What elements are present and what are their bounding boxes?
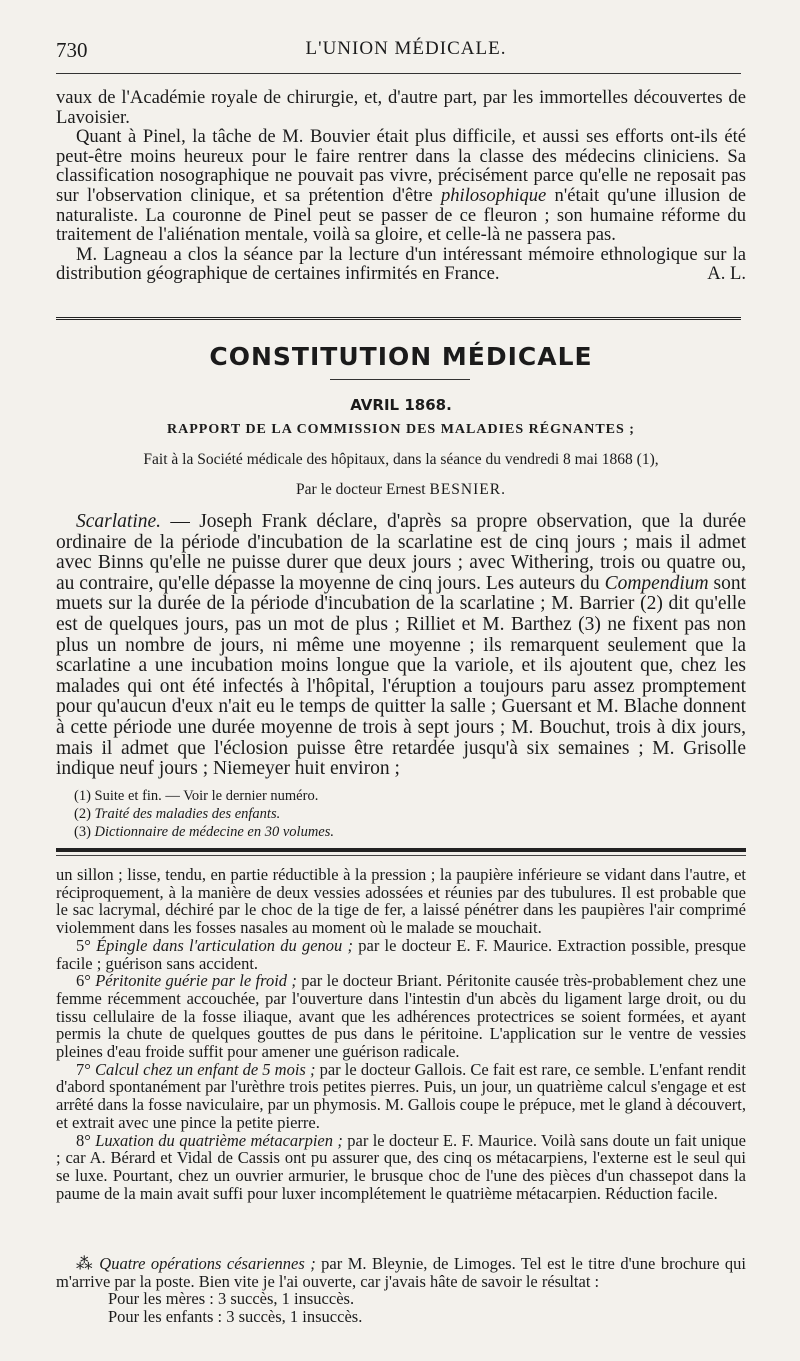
column-break-rule-thin: [56, 855, 746, 856]
tally-children: Pour les enfants : 3 succès, 1 insuccès.: [108, 1307, 363, 1327]
footnote: (2) Traité des maladies des enfants.: [74, 806, 281, 822]
intro-paragraph-1: vaux de l'Académie royale de chirurgie, et, d'autre part, par les immortelles découvertes de Lavoisier.: [56, 87, 746, 128]
scarlatine-lead: Scarlatine.: [76, 511, 162, 532]
running-title: L'UNION MÉDICALE.: [305, 38, 507, 59]
case-7: 7° Calcul chez un enfant de 5 mois ; par le docteur Gallois. Ce fait est rare, ce semble. L'enfant rendit d'abord spontanément par l'urèthre trois petites pierres. Puis, un jour, un quatrième calcul s'engage et est arrêté dans la fosse naviculaire, par un phymosis. M. Gallois coupe le prépuce, met le gland à découvert, et extrait avec une pince la petite pierre.: [56, 1059, 747, 1132]
intro-text: [56, 88, 746, 284]
page-header: [56, 38, 756, 68]
signature: A. L.: [707, 263, 746, 285]
scarlatine-paragraph: Scarlatine. — Joseph Frank déclare, d'après sa propre observation, que la durée ordinaire de la période d'incubation de la scarlatine est de cinq jours ; mais il admet avec Binns qu'elle ne puisse durer que deux jours ; avec Withering, trois ou quatre ou, au contraire, qu'elle dépasse la moyenne de cinq jours. Les auteurs du Compendium sont muets sur la durée de la période d'incubation de la scarlatine ; M. Barrier (2) dit qu'elle est de quelques jours, pas un mot de plus ; Rilliet et M. Barthez (3) ne fixent pas non plus un nombre de jours, ni même une moyenne ; ils remarquent seulement que la scarlatine a une incubation moins longue que la variole, et ils ajoutent que, chez les malades qui ont été infectés à l'hôpital, l'éruption a toujours paru assez promptement pour qu'aucun d'eux n'ait eu le temps de quitter la salle ; Guersant et M. Blache donnent à cette période une durée moyenne de trois à sept jours ; M. Bouchut, trois à dix jours, mais il admet que l'éclosion puisse être retardée jusqu'à six semaines ; M. Grisolle indique neuf jours ; Niemeyer huit environ ;: [56, 511, 746, 780]
section-month: AVRIL 1868.: [350, 396, 452, 414]
report-heading: RAPPORT DE LA COMMISSION DES MALADIES RÉGNANTES ;: [167, 422, 635, 437]
case-6: 6° Péritonite guérie par le froid ; par le docteur Briant. Péritonite causée très-probablement chez une femme récemment accouchée, par l'ouverture dans l'intestin d'un abcès du ligament large droit, ou du tissu cellulaire de la fosse iliaque, avant que les adhérences protectrices se soient formées, et ayant permis la chute de quelques gouttes de pus dans le péritoine. L'application sur le ventre de vessies pleines d'eau froide suffit pour amener une guérison radicale.: [56, 971, 746, 1062]
case-paragraph: un sillon ; lisse, tendu, en partie réductible à la pression ; la paupière inférieure se vidant dans l'autre, et réciproquement, à la manière de deux vessies adossées et réunies par des tubulures. Il est probable que le sac lacrymal, déchiré par le choc de la tige de fer, a laissé pénétrer dans les paupières l'air comprimé violemment dans les fosses nasales au moment où le malade se mouchait.: [56, 865, 746, 938]
footnotes: [74, 787, 734, 841]
footnote: (1) Suite et fin. — Voir le dernier numéro.: [74, 788, 319, 804]
page-number: 730: [56, 38, 88, 62]
title-rule: [330, 379, 470, 380]
case-list: [56, 866, 746, 1202]
case-5: 5° Épingle dans l'articulation du genou ; par le docteur E. F. Maurice. Extraction possible, presque facile ; guérison sans accident.: [56, 935, 746, 973]
section-divider: [56, 317, 741, 320]
footnote: (3) Dictionnaire de médecine en 30 volumes.: [74, 824, 334, 840]
section-title: CONSTITUTION MÉDICALE: [209, 342, 593, 371]
cesarean-note: ⁂ Quatre opérations césariennes ; par M. Bleynie, de Limoges. Tel est le titre d'une brochure qui m'arrive par la poste. Bien vite je l'ai ouverte, car j'avais hâte de savoir le résultat : Pour les mères : 3 succès, 1 insuccès. Pour les enfants : 3 succès, 1 insuccès.: [56, 1254, 746, 1327]
intro-paragraph-3: M. Lagneau a clos la séance par la lecture d'un intéressant mémoire ethnologique sur la distribution géographique de certaines infirmités en France. A. L.: [56, 243, 746, 285]
tally-mothers: Pour les mères : 3 succès, 1 insuccès.: [108, 1289, 355, 1309]
column-break-rule: [56, 848, 746, 852]
report-author: Par le docteur Ernest BESNIER.: [296, 481, 506, 498]
asterism: ⁂: [76, 1254, 94, 1273]
intro-paragraph-2: Quant à Pinel, la tâche de M. Bouvier était plus difficile, et aussi ses efforts ont-ils été peut-être moins heureux pour le faire rentrer dans la classe des médecins cliniciens. Sa classification nosographique ne pouvait pas vivre, précisément parce qu'elle ne reposait pas sur l'observation clinique, et sa prétention d'être philosophique n'était qu'une illusion de naturaliste. La couronne de Pinel peut se passer de ce fleuron ; son humaine réforme du traitement de l'aliénation mentale, voilà sa gloire, et celle-là ne passera pas.: [56, 126, 747, 246]
case-8: 8° Luxation du quatrième métacarpien ; par le docteur E. F. Maurice. Voilà sans doute un fait unique ; car A. Bérard et Vidal de Cassis ont pu assurer que, des cinq os métacarpiens, l'externe est le seul qui se luxe. Pourtant, chez un ouvrier armurier, le brusque choc de l'une des pièces d'un chassepot dans la paume de la main avait suffi pour luxer incomplétement le quatrième métacarpien. Réduction facile.: [56, 1130, 746, 1203]
report-context: Fait à la Société médicale des hôpitaux, dans la séance du vendredi 8 mai 1868 (1),: [143, 451, 659, 468]
header-rule: [56, 73, 741, 74]
